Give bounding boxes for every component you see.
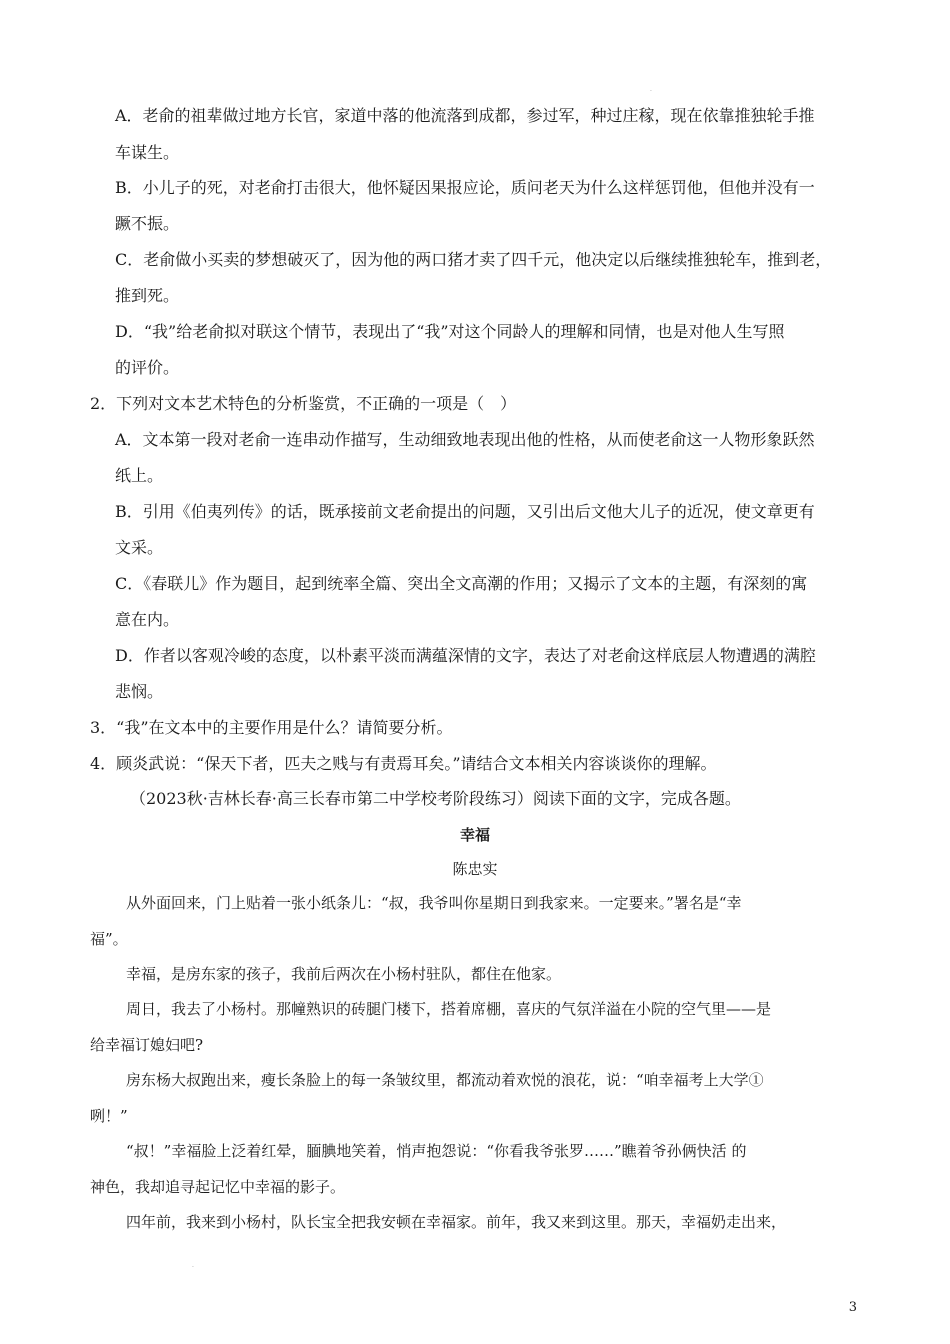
question-3: 3．“我”在文本中的主要作用是什么？请简要分析。 [90,718,453,737]
article-line: 幸福，是房东家的孩子，我前后两次在小杨村驻队，都住在他家。 [126,965,562,983]
q1-option-c-line2: 推到死。 [115,286,180,305]
q2-option-a-line1: A．文本第一段对老俞一连串动作描写，生动细致地表现出他的性格，从而使老俞这一人物形象跃然 [115,430,815,449]
q1-option-d-line1: D．“我”给老俞拟对联这个情节，表现出了“我”对这个同龄人的理解和同情，也是对他人生写照 [115,322,785,341]
q2-option-d-line2: 悲悯。 [115,682,164,701]
article-line: 福”。 [90,930,128,948]
article-title: 幸福 [459,826,490,844]
q1-option-b-line1: B．小儿子的死，对老俞打击很大，他怀疑因果报应论，质问老天为什么这样惩罚他，但他并没有一 [115,178,815,197]
article-line: 给幸福订媳妇吧? [90,1036,204,1054]
article-line: 房东杨大叔跑出来，瘦长条脸上的每一条皱纹里，都流动着欢悦的浪花，说：“咱幸福考上大学① [126,1071,764,1089]
q1-option-c-line1: C．老俞做小买卖的梦想破灭了，因为他的两口猪才卖了四千元，他决定以后继续推独轮车，推到老， [115,250,832,269]
passage-source: （2023秋·吉林长春·高三长春市第二中学校考阶段练习）阅读下面的文字，完成各题。 [130,789,741,808]
question-4: 4．顾炎武说：“保天下者，匹夫之贱与有责焉耳矣。”请结合文本相关内容谈谈你的理解。 [90,754,717,773]
speck: . [192,1262,194,1269]
article-line: 周日，我去了小杨村。那幢熟识的砖腿门楼下，搭着席棚，喜庆的气氛洋溢在小院的空气里——是 [126,1000,772,1018]
q2-option-a-line2: 纸上。 [115,466,164,485]
q1-option-b-line2: 蹶不振。 [115,214,180,233]
q2-option-b-line1: B．引用《伯夷列传》的话，既承接前文老俞提出的问题，又引出后文他大儿子的近况，使文章更有 [115,502,815,521]
q2-option-c-line2: 意在内。 [115,610,180,629]
article-line: 神色，我却追寻起记忆中幸福的影子。 [90,1178,346,1196]
q2-option-c-line1: C．《春联儿》作为题目，起到统率全篇、突出全文高潮的作用；又揭示了文本的主题，有深刻的寓 [115,574,808,593]
article-line: 咧！” [90,1107,128,1125]
q1-option-a-line2: 车谋生。 [115,143,180,162]
q2-option-d-line1: D．作者以客观冷峻的态度，以朴素平淡而满蕴深情的文字，表达了对老俞这样底层人物遭遇的满腔 [115,646,816,665]
article-author: 陈忠实 [452,860,498,878]
q1-option-a-line1: A．老俞的祖辈做过地方长官，家道中落的他流落到成都，参过军，种过庄稼，现在依靠推独轮手推 [115,106,815,125]
speck: . [650,86,652,93]
question-2: 2．下列对文本艺术特色的分析鉴赏，不正确的一项是（ ） [90,394,517,413]
page-number: 3 [848,1300,857,1315]
article-line: 从外面回来，门上贴着一张小纸条儿：“叔，我爷叫你星期日到我家来。一定要来。”署名是“幸 [126,894,742,912]
article-line: “叔！”幸福脸上泛着红晕，腼腆地笑着，悄声抱怨说：“你看我爷张罗……”瞧着爷孙俩快活 的 [126,1142,747,1160]
q2-option-b-line2: 文采。 [115,538,164,557]
q1-option-d-line2: 的评价。 [115,358,180,377]
article-line: 四年前，我来到小杨村，队长宝全把我安顿在幸福家。前年，我又来到这里。那天，幸福奶走出来， [126,1213,787,1231]
